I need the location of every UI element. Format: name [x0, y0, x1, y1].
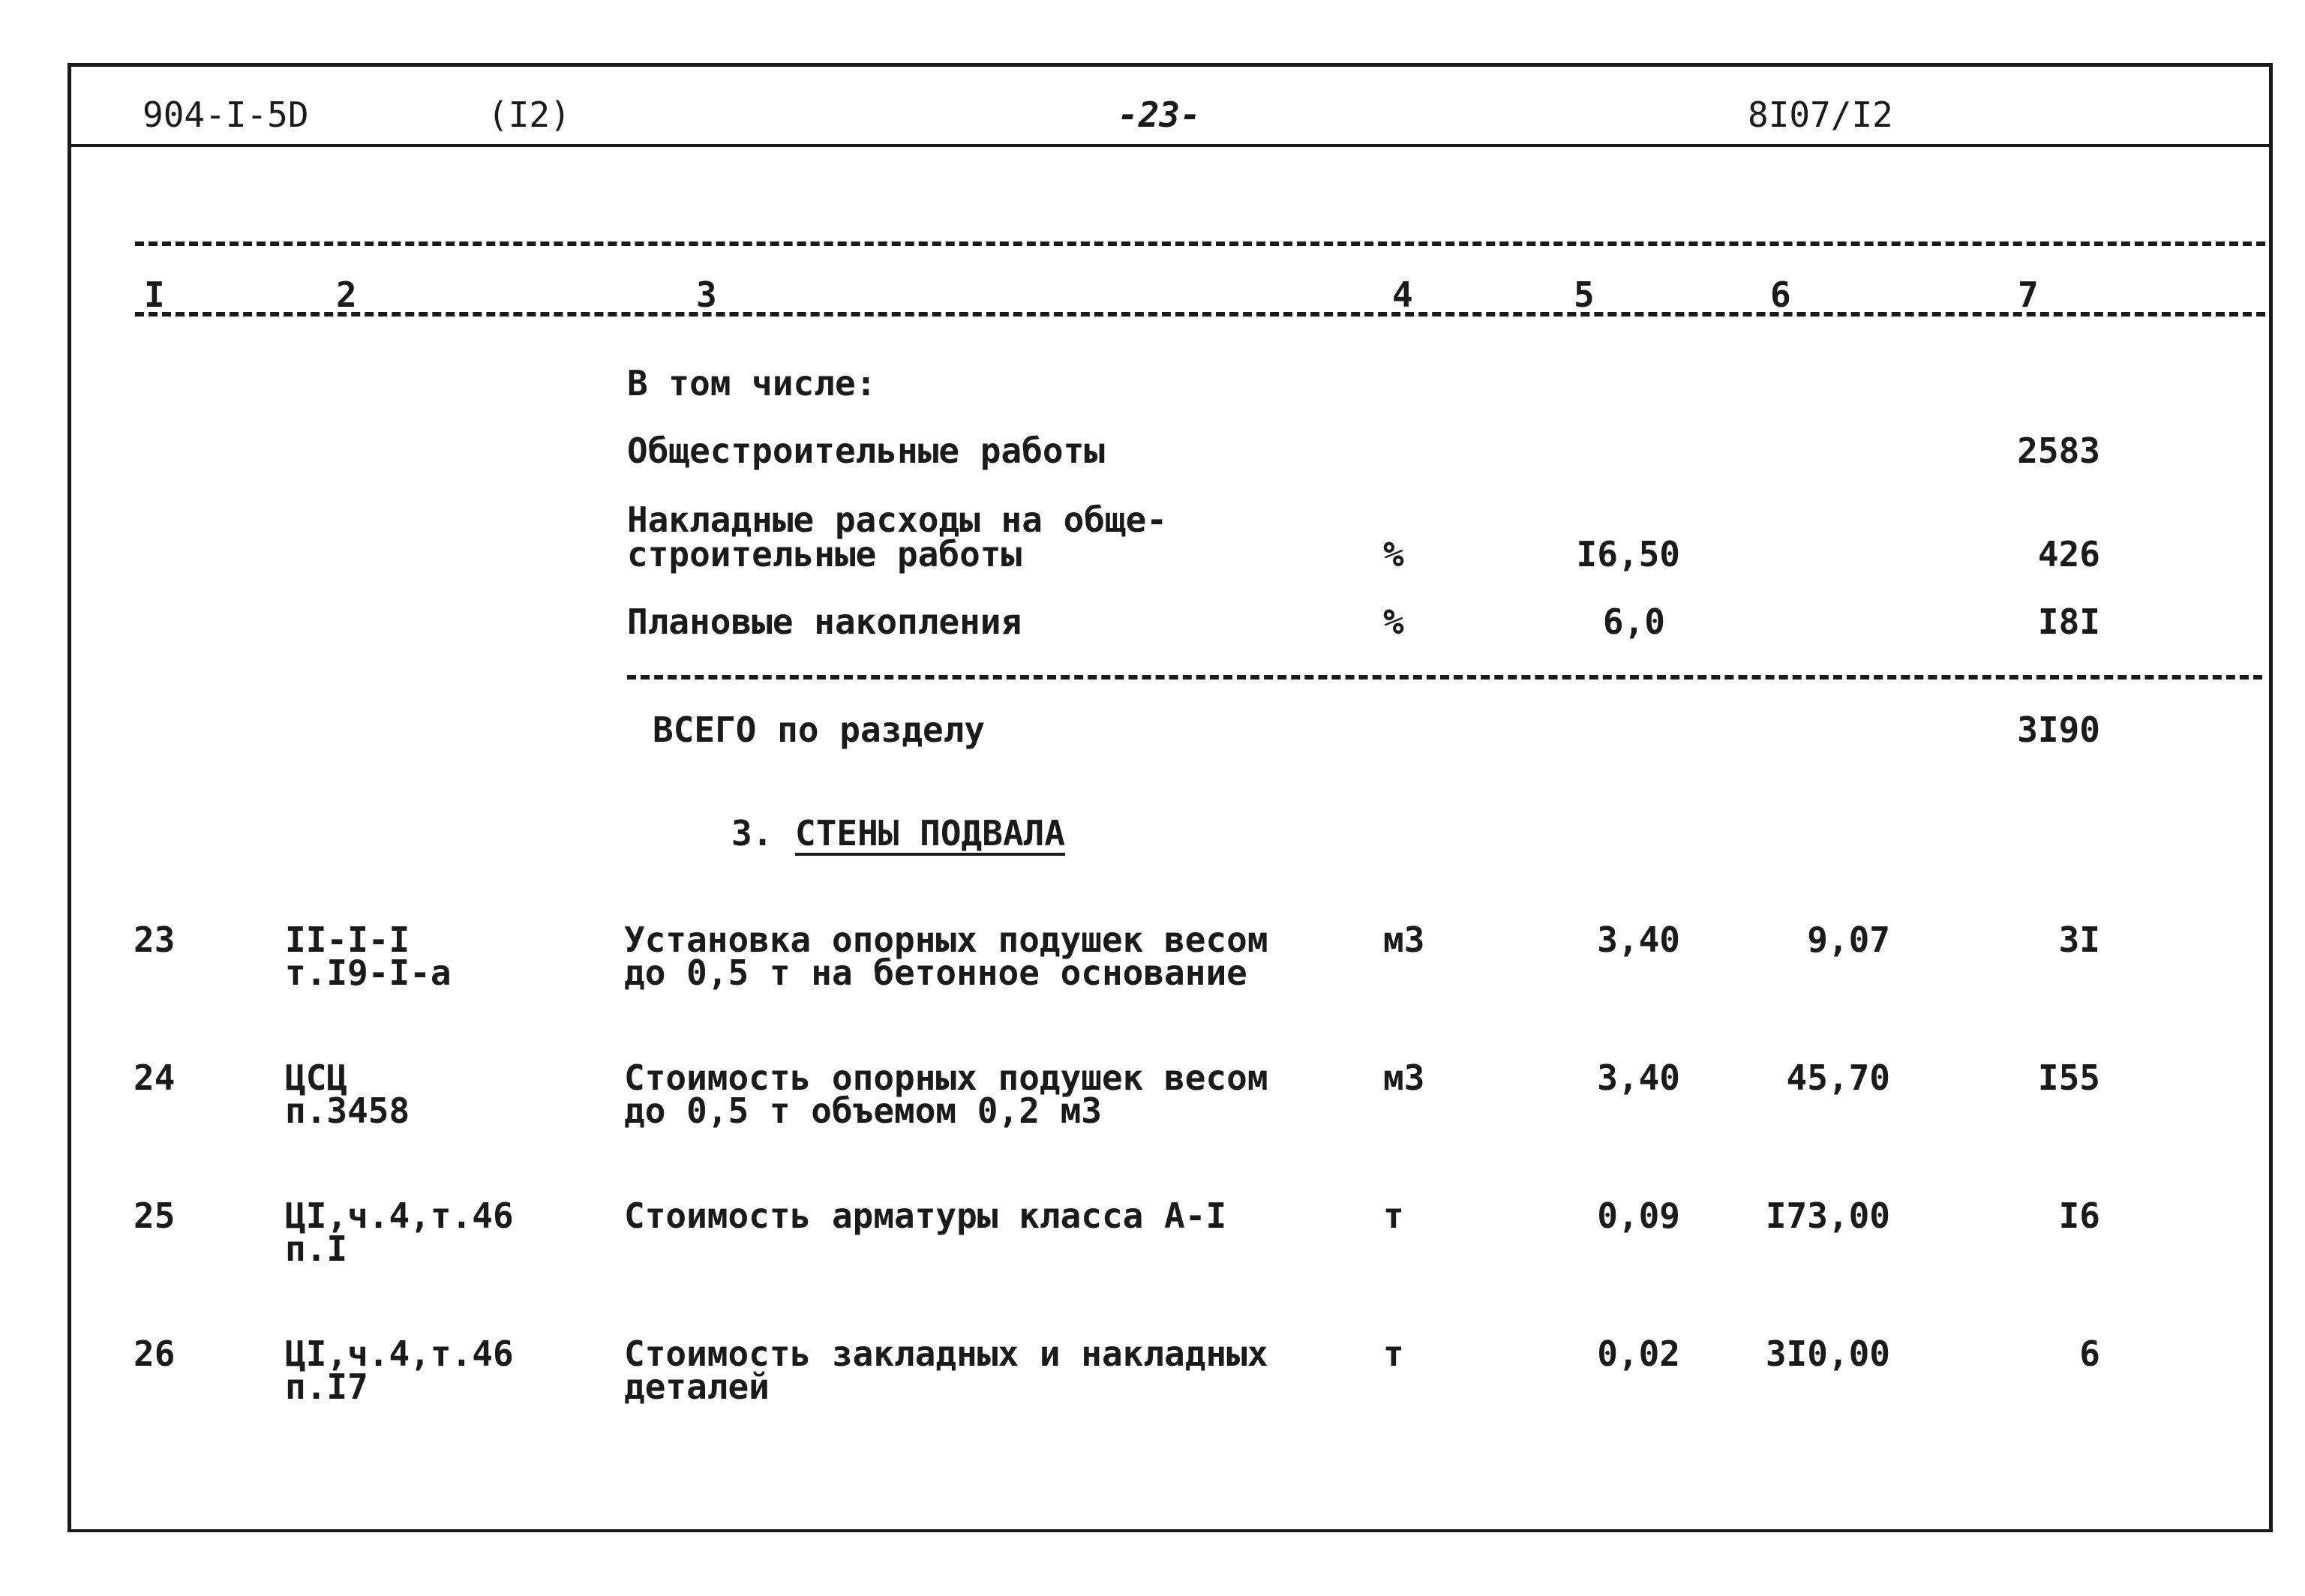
column-header-bottom-rule — [135, 312, 2265, 316]
grand-total-rule — [627, 675, 2262, 680]
row-unit: м3 — [1383, 920, 1425, 960]
planned-name: Плановые накопления — [627, 602, 1022, 642]
col-1: I — [144, 274, 165, 315]
row-desc-line1: Стоимость закладных и накладных — [624, 1334, 1268, 1374]
col-2: 2 — [336, 274, 357, 315]
incl-label: В том числе: — [627, 363, 877, 404]
section-number: 3. — [731, 813, 773, 854]
row-unit: т — [1383, 1334, 1404, 1374]
page-number: -23- — [1118, 94, 1201, 135]
row-qty: 0,02 — [1597, 1334, 1680, 1374]
overhead-unit: % — [1383, 534, 1404, 574]
row-desc-line1: Стоимость опорных подушек весом — [624, 1058, 1268, 1098]
row-number: 23 — [134, 920, 176, 960]
col-5: 5 — [1574, 274, 1595, 315]
row-number: 25 — [134, 1196, 176, 1236]
row-qty: 0,09 — [1597, 1196, 1680, 1236]
grand-total-name: ВСЕГО по разделу — [653, 710, 986, 750]
row-ref-line2: п.I7 — [285, 1366, 368, 1407]
row-qty: 3,40 — [1597, 1058, 1680, 1098]
header-rule — [68, 144, 2269, 147]
page-frame — [68, 63, 2273, 1532]
col-7: 7 — [2018, 274, 2039, 315]
row-price: 9,07 — [1807, 920, 1890, 960]
row-desc-line1: Стоимость арматуры класса А-I — [624, 1196, 1227, 1236]
row-qty: 3,40 — [1597, 920, 1680, 960]
row-desc-line2: до 0,5 т на бетонное основание — [624, 952, 1247, 993]
overhead-qty: I6,50 — [1576, 534, 1680, 574]
row-ref-line1: ЦI,ч.4,т.46 — [285, 1196, 514, 1236]
planned-unit: % — [1383, 602, 1404, 642]
subtotal-name: Общестроительные работы — [627, 430, 1105, 471]
row-price: 3I0,00 — [1765, 1334, 1890, 1374]
row-ref-line2: т.I9-I-а — [285, 952, 452, 993]
row-total: I55 — [2037, 1058, 2100, 1098]
row-ref-line2: п.I — [285, 1228, 348, 1269]
planned-qty: 6,0 — [1602, 602, 1665, 642]
planned-total: I8I — [2037, 602, 2100, 642]
section-title: СТЕНЫ ПОДВАЛА — [795, 813, 1066, 854]
row-desc-line2: деталей — [624, 1366, 770, 1407]
row-ref-line1: ЦСЦ — [285, 1058, 348, 1098]
col-4: 4 — [1392, 274, 1413, 315]
row-ref-line1: II-I-I — [285, 920, 410, 960]
subtotal-total: 2583 — [2017, 430, 2100, 471]
doc-number: 8I07/I2 — [1748, 94, 1893, 135]
doc-code: 904-I-5D — [143, 94, 309, 135]
overhead-total: 426 — [2037, 534, 2100, 574]
col-6: 6 — [1770, 274, 1791, 315]
row-total: 6 — [2079, 1334, 2100, 1374]
col-3: 3 — [696, 274, 717, 315]
row-number: 26 — [134, 1334, 176, 1374]
row-price: I73,00 — [1765, 1196, 1890, 1236]
row-ref-line2: п.3458 — [285, 1090, 410, 1131]
doc-section: (I2) — [488, 94, 571, 135]
grand-total-value: 3I90 — [2017, 710, 2100, 750]
row-unit: м3 — [1383, 1058, 1425, 1098]
row-number: 24 — [134, 1058, 176, 1098]
row-total: 3I — [2058, 920, 2100, 960]
overhead-name-line1: Накладные расходы на обще- — [627, 500, 1168, 540]
row-unit: т — [1383, 1196, 1404, 1236]
row-total: I6 — [2058, 1196, 2100, 1236]
overhead-name-line2: строительные работы — [627, 534, 1022, 574]
column-header-top-rule — [135, 242, 2265, 246]
row-price: 45,70 — [1786, 1058, 1890, 1098]
row-desc-line1: Установка опорных подушек весом — [624, 920, 1268, 960]
row-ref-line1: ЦI,ч.4,т.46 — [285, 1334, 514, 1374]
row-desc-line2: до 0,5 т объемом 0,2 м3 — [624, 1090, 1102, 1131]
